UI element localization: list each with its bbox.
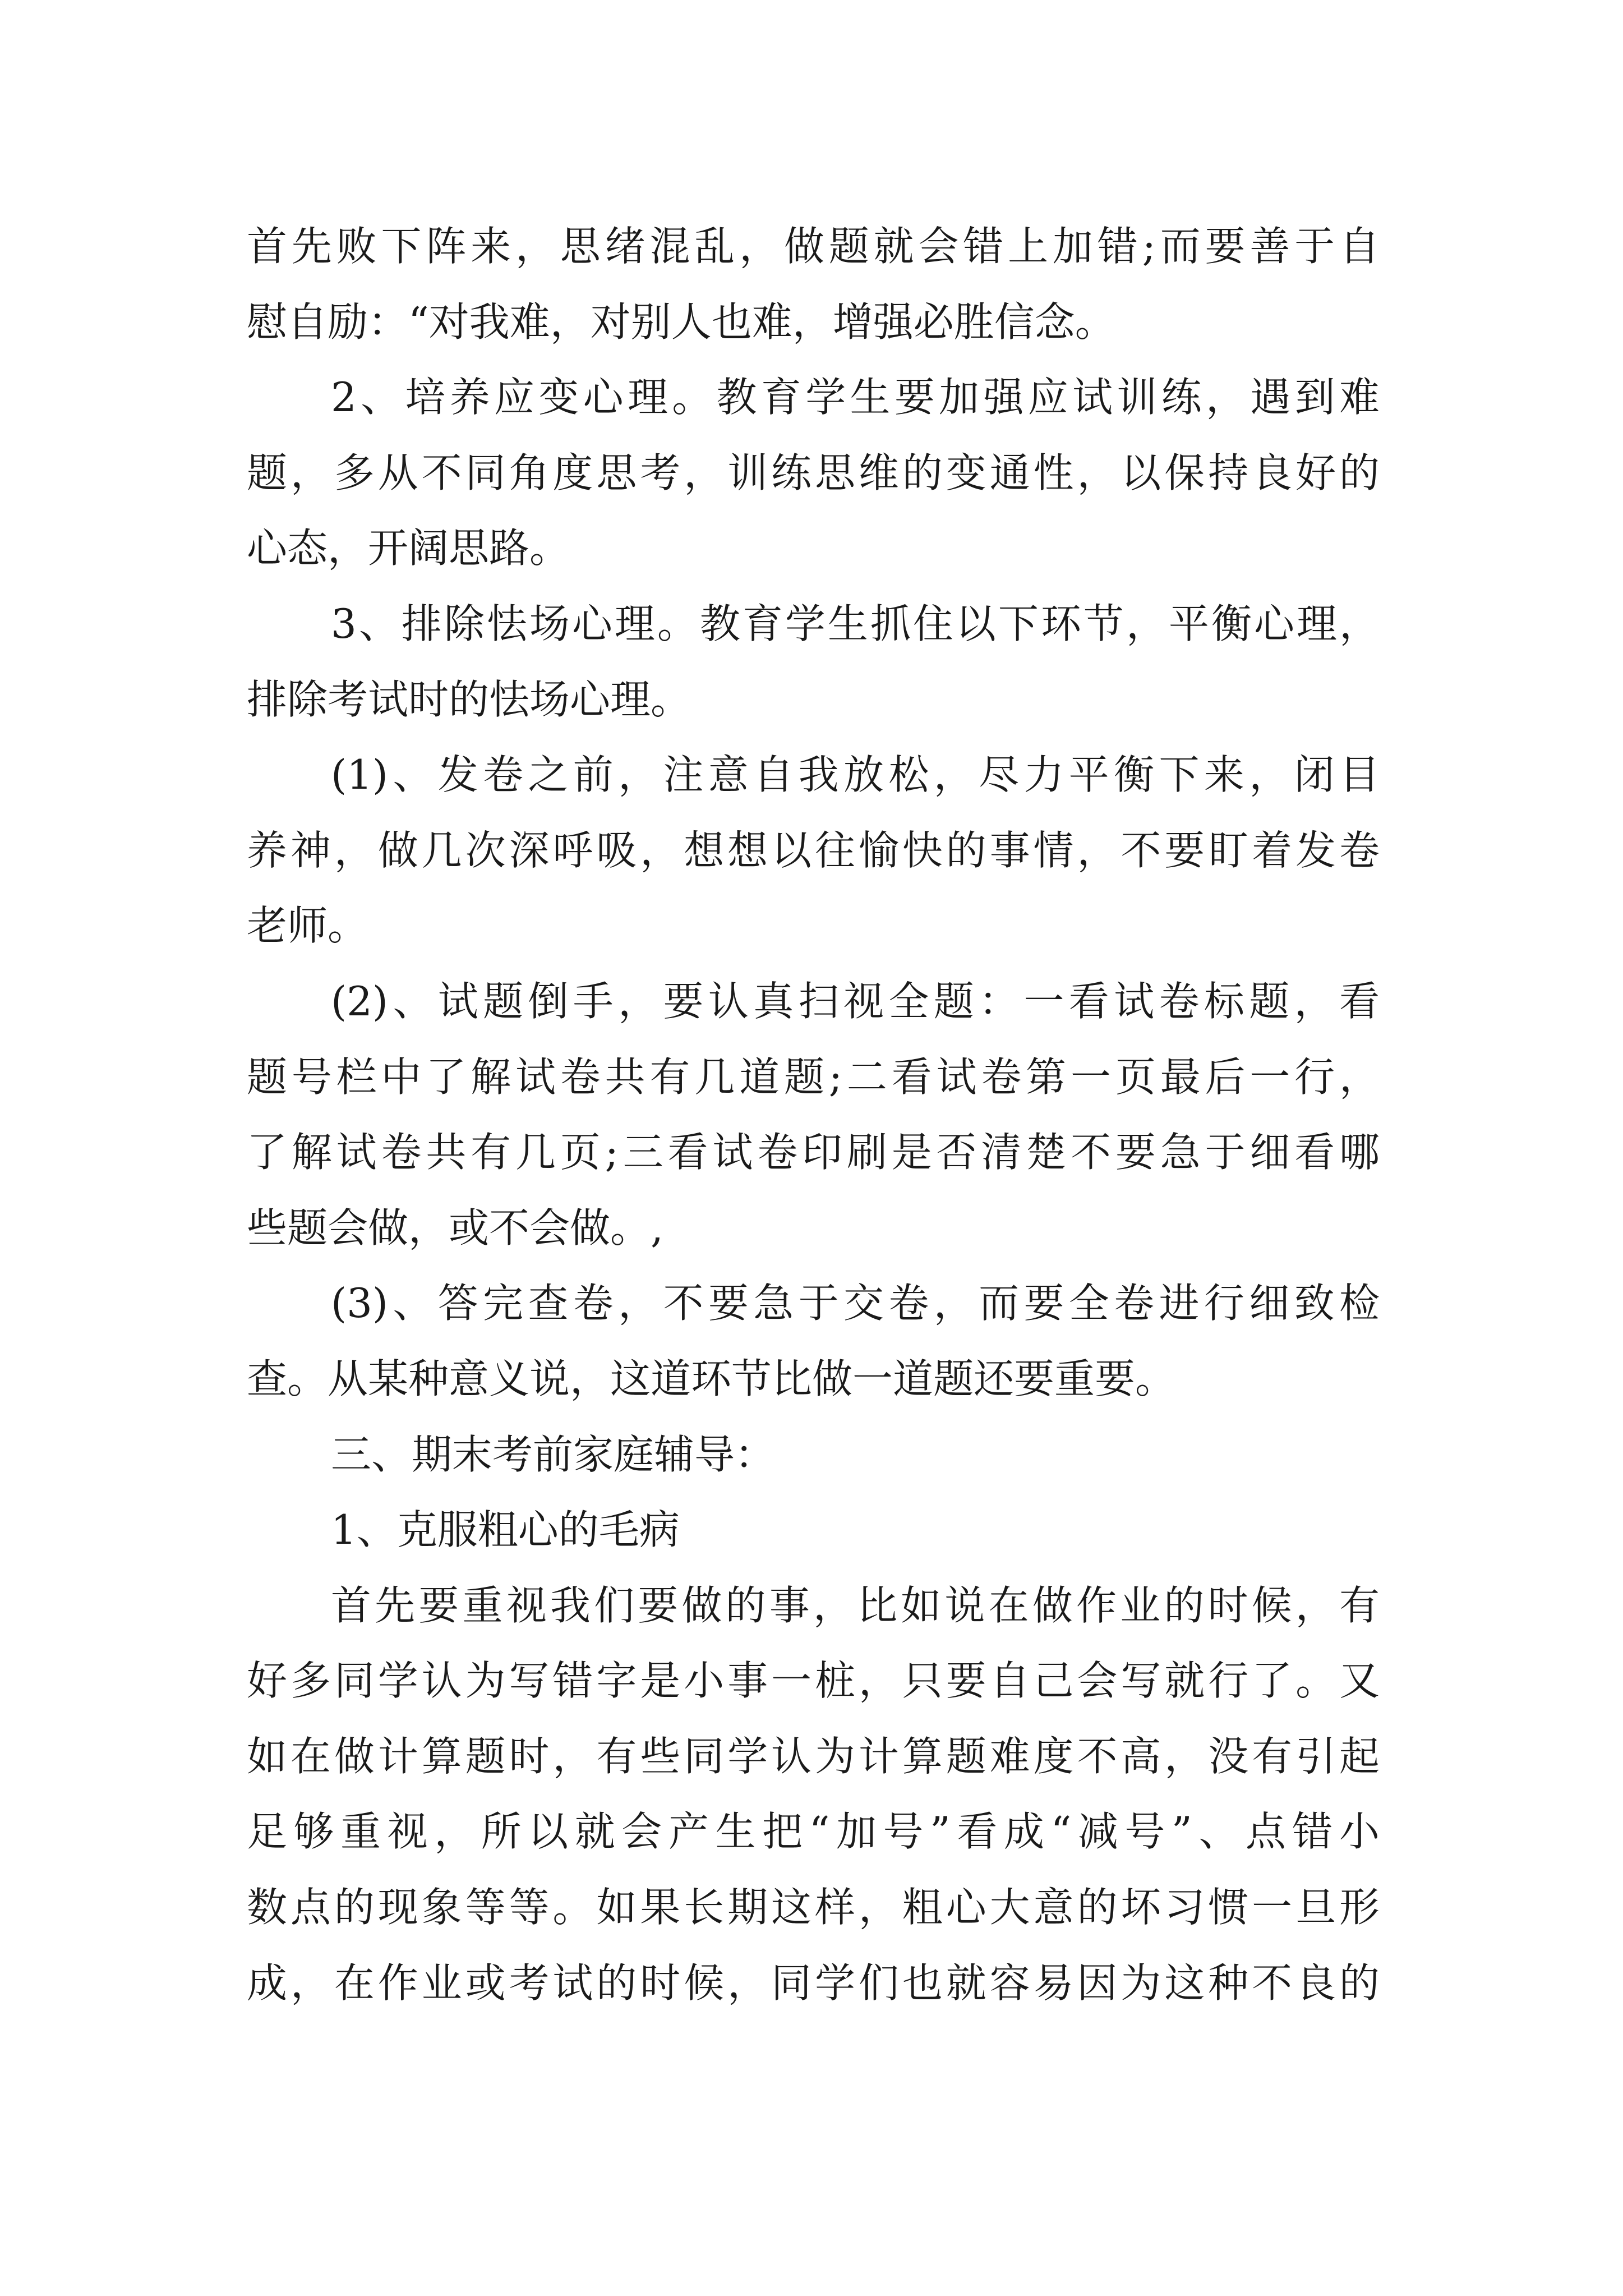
text-line-24: 成，在作业或考试的时候，同学们也就容易因为这种不良的 [247,1959,1380,2007]
text-line-13: 了解试卷共有几页;三看试卷印刷是否清楚不要急于细看哪 [247,1129,1380,1176]
text-line-12: 题号栏中了解试卷共有几道题;二看试卷第一页最后一行， [247,1053,1380,1101]
body-text [247,209,1380,2021]
text-line-1: 首先败下阵来，思绪混乱，做题就会错上加错;而要善于自 [247,223,1380,270]
text-line-22: 足够重视，所以就会产生把“加号”看成“减号”、点错小 [247,1808,1380,1856]
text-line-19: 首先要重视我们要做的事，比如说在做作业的时候，有 [331,1581,1380,1629]
text-line-21: 如在做计算题时，有些同学认为计算题难度不高，没有引起 [247,1732,1380,1780]
text-line-9: 养神，做几次深呼吸，想想以往愉快的事情，不要盯着发卷 [247,826,1380,874]
text-line-15: (3)、答完查卷，不要急于交卷，而要全卷进行细致检 [331,1280,1380,1327]
text-line-10: 老师。 [247,902,368,950]
text-line-23: 数点的现象等等。如果长期这样，粗心大意的坏习惯一旦形 [247,1884,1380,1931]
text-line-20: 好多同学认为写错字是小事一桩，只要自己会写就行了。又 [247,1657,1380,1705]
text-line-4: 题，多从不同角度思考，训练思维的变通性，以保持良好的 [247,449,1380,496]
text-line-11: (2)、试题倒手，要认真扫视全题：一看试卷标题，看 [331,977,1380,1025]
text-line-5: 心态，开阔思路。 [247,524,570,572]
text-line-2: 慰自励：“对我难，对别人也难，增强必胜信念。 [247,298,1115,346]
text-line-7: 排除考试时的怯场心理。 [247,675,691,723]
text-line-8: (1)、发卷之前，注意自我放松，尽力平衡下来，闭目 [331,751,1380,799]
text-line-6: 3、排除怯场心理。教育学生抓住以下环节，平衡心理， [331,600,1380,647]
text-line-3: 2、培养应变心理。教育学生要加强应试训练，遇到难 [331,374,1380,421]
subheading-1: 1、克服粗心的毛病 [331,1506,680,1554]
text-line-14: 些题会做，或不会做。, [247,1204,663,1251]
text-line-16: 查。从某种意义说，这道环节比做一道题还要重要。 [247,1355,1176,1402]
section-heading-3: 三、期末考前家庭辅导： [331,1430,776,1478]
